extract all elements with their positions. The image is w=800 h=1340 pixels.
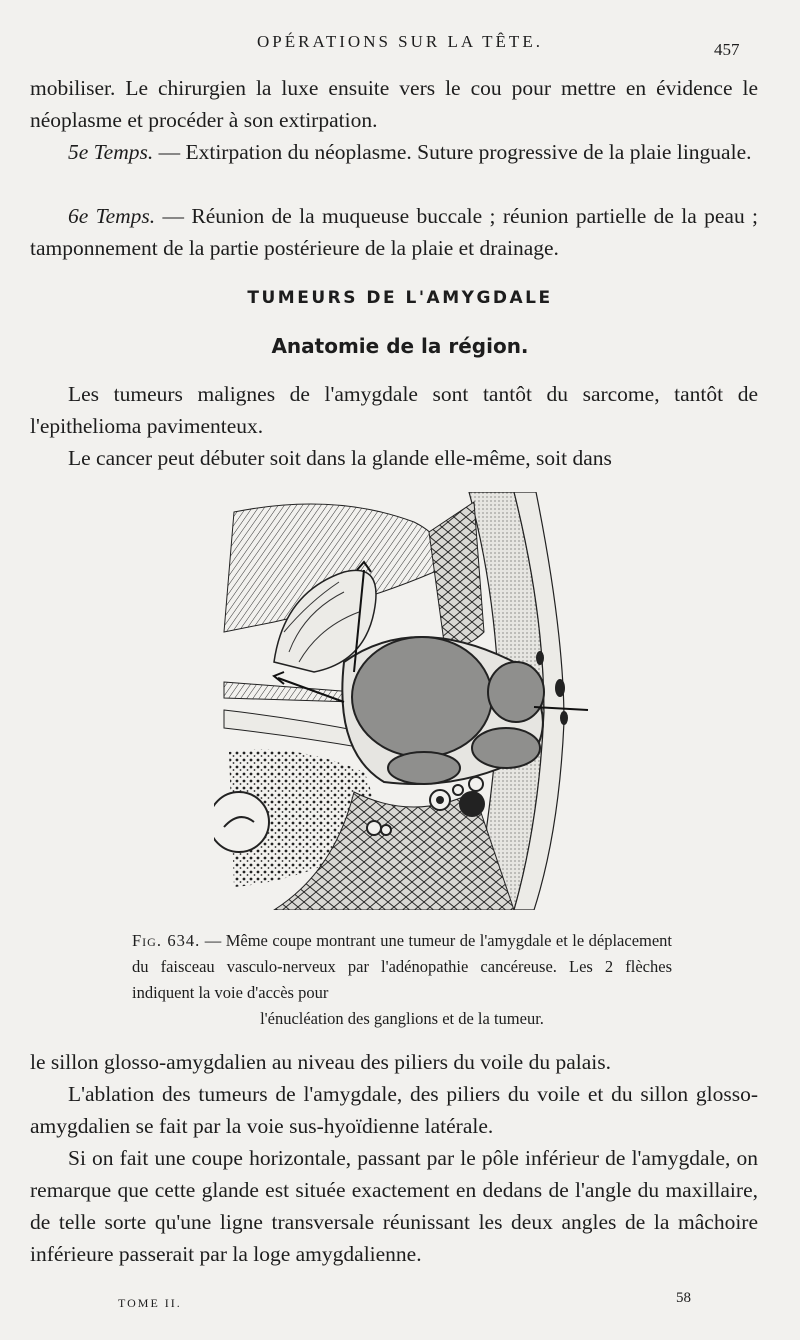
fifth-step-text: — Extirpation du néoplasme. Suture progressive de la plaie linguale. (153, 140, 752, 164)
paragraph-continuation: mobiliser. Le chirurgien la luxe ensuite vers le cou pour mettre en évidence le néoplasme et procéder à son extirpation. (30, 76, 758, 132)
figure-caption (132, 928, 672, 1032)
sixth-step-text: — Réunion de la muqueuse buccale ; réunion partielle de la peau ; tamponnement de la partie postérieure de la plaie et drainage. (30, 204, 759, 260)
ganglion-upper (488, 662, 544, 722)
paragraph-sulcus: le sillon glosso-amygdalien au niveau des piliers du voile du palais. (30, 1050, 611, 1074)
sixth-step-label: 6e Temps. (68, 204, 156, 228)
paragraph-cancer-origin: Le cancer peut débuter soit dans la glande elle-même, soit dans (68, 446, 612, 470)
running-title: OPÉRATIONS SUR LA TÊTE. (257, 32, 543, 51)
figure-label: Fig. 634. (132, 931, 201, 950)
figure-caption-text: — Même coupe montrant une tumeur de l'amygdale et le déplacement du faisceau vasculo-nerveux par l'adénopathie cancéreuse. Les 2 flèches indiquent la voie d'accès pour (132, 931, 673, 1002)
paragraph-ablation: L'ablation des tumeurs de l'amygdale, des piliers du voile et du sillon glosso-amygdalien se fait par la voie sus-hyoïdienne latérale. (30, 1082, 758, 1138)
page-number: 457 (714, 40, 740, 59)
ganglion-middle (472, 728, 540, 768)
figure-caption-last-line: l'énucléation des ganglions et de la tumeur. (260, 1009, 544, 1028)
footer-volume: TOME II. (118, 1296, 182, 1310)
paragraph-fifth-step (30, 136, 758, 168)
fifth-step-label: 5e Temps. (68, 140, 154, 164)
footer-signature: 58 (676, 1290, 691, 1306)
ganglion-lower (388, 752, 460, 784)
tumor-large (352, 637, 492, 757)
anatomical-section-figure (214, 492, 592, 910)
paragraph-tumor-types: Les tumeurs malignes de l'amygdale sont tantôt du sarcome, tantôt de l'epithelioma pavimenteux. (30, 382, 758, 438)
paragraph-horizontal-section: Si on fait une coupe horizontale, passant par le pôle inférieur de l'amygdale, on remarque que cette glande est située exactement en dedans de l'angle du maxillaire, de telle sorte qu'une ligne transversale réunissant les deux angles de la mâchoire inférieure passerait par la loge amygdalienne. (30, 1146, 758, 1266)
section-title: TUMEURS DE L'AMYGDALE (247, 288, 553, 308)
paragraph-sixth-step (30, 200, 758, 264)
subsection-title: Anatomie de la région. (271, 334, 529, 358)
